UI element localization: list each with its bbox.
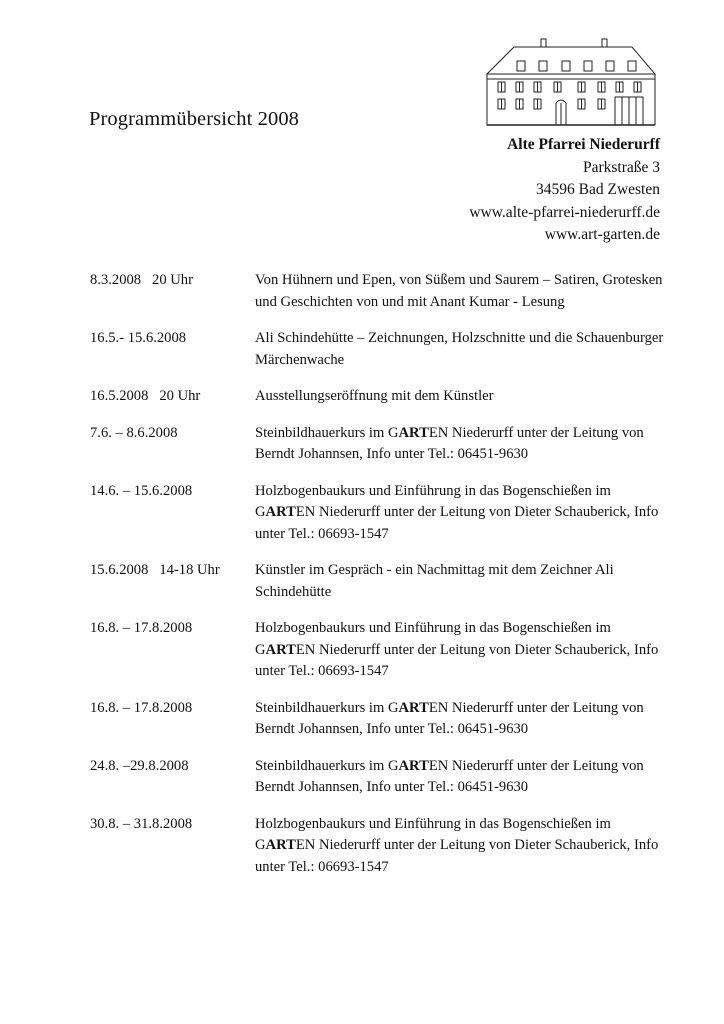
event-description bbox=[255, 481, 670, 546]
event-date: 24.8. –29.8.2008 bbox=[90, 757, 189, 774]
event-description bbox=[255, 756, 670, 799]
event-row bbox=[90, 386, 670, 408]
art-emphasis: ART bbox=[265, 641, 296, 658]
event-row bbox=[90, 618, 670, 683]
event-date: 16.5.- 15.6.2008 bbox=[90, 330, 187, 346]
organization-name: Alte Pfarrei Niederurff bbox=[507, 136, 660, 153]
description-text: Von Hühnern und Epen, von Süßem und Saurem – Satiren, Grotesken und Geschichten von und mit Anant Kumar - Lesung bbox=[255, 272, 663, 310]
art-emphasis: ART bbox=[265, 504, 296, 520]
event-date: 30.8. – 31.8.2008 bbox=[90, 815, 193, 832]
description-text: EN Niederurff unter der Leitung von Berndt Johannsen, Info unter Tel.: 06451-9630 bbox=[255, 699, 644, 737]
art-emphasis: ART bbox=[265, 837, 296, 853]
description-text: EN Niederurff unter der Leitung von Dieter Schauberick, Info unter Tel.: 06693-1547 bbox=[255, 837, 659, 875]
description-text: Steinbildhauerkurs im G bbox=[255, 699, 399, 716]
street-address: Parkstraße 3 bbox=[582, 158, 660, 176]
art-emphasis: ART bbox=[398, 424, 429, 441]
description-text: Ali Schindehütte – Zeichnungen, Holzschnitte und die Schauenburger Märchenwache bbox=[255, 330, 664, 368]
event-row bbox=[90, 814, 670, 879]
event-row bbox=[90, 328, 670, 371]
event-row bbox=[90, 756, 670, 799]
organization-address bbox=[469, 134, 660, 247]
city-address: 34596 Bad Zwesten bbox=[536, 181, 660, 198]
event-row bbox=[90, 560, 670, 603]
description-text: Holzbogenbaukurs und Einführung in das Bogenschießen im G bbox=[255, 815, 611, 853]
description-text: EN Niederurff unter der Leitung von Dieter Schauberick, Info unter Tel.: 06693-1547 bbox=[255, 504, 659, 542]
description-text: Ausstellungseröffnung mit dem Künstler bbox=[255, 388, 494, 404]
art-emphasis: ART bbox=[398, 757, 429, 774]
event-description bbox=[255, 698, 670, 741]
description-text: EN Niederurff unter der Leitung von Berndt Johannsen, Info unter Tel.: 06451-9630 bbox=[255, 757, 644, 795]
event-row bbox=[90, 481, 670, 546]
event-description bbox=[255, 618, 670, 683]
event-list bbox=[90, 270, 670, 878]
art-emphasis: ART bbox=[398, 699, 429, 716]
website-link-2[interactable]: www.art-garten.de bbox=[544, 226, 660, 243]
event-date: 8.3.2008 20 Uhr bbox=[90, 272, 193, 288]
event-description bbox=[255, 386, 670, 408]
event-row bbox=[90, 270, 670, 313]
house-illustration bbox=[484, 37, 658, 127]
event-row bbox=[90, 698, 670, 741]
description-text: Steinbildhauerkurs im G bbox=[255, 424, 399, 441]
event-date: 16.8. – 17.8.2008 bbox=[90, 699, 193, 716]
description-text: EN Niederurff unter der Leitung von Berndt Johannsen, Info unter Tel.: 06451-9630 bbox=[255, 424, 644, 462]
event-description bbox=[255, 423, 670, 466]
description-text: Holzbogenbaukurs und Einführung in das Bogenschießen im G bbox=[255, 620, 611, 658]
event-description bbox=[255, 560, 670, 603]
event-date: 16.8. – 17.8.2008 bbox=[90, 620, 193, 636]
event-date: 7.6. – 8.6.2008 bbox=[90, 424, 178, 441]
description-text: Holzbogenbaukurs und Einführung in das Bogenschießen im G bbox=[255, 482, 611, 520]
event-row bbox=[90, 423, 670, 466]
description-text: Künstler im Gespräch - ein Nachmittag mit dem Zeichner Ali Schindehütte bbox=[255, 562, 614, 600]
website-link-1[interactable]: www.alte-pfarrei-niederurff.de bbox=[469, 203, 660, 221]
description-text: Steinbildhauerkurs im G bbox=[255, 757, 399, 774]
event-description bbox=[255, 814, 670, 879]
event-date: 14.6. – 15.6.2008 bbox=[90, 482, 193, 499]
event-description bbox=[255, 270, 670, 313]
event-date: 16.5.2008 20 Uhr bbox=[90, 388, 201, 404]
page-title: Programmübersicht 2008 bbox=[89, 108, 300, 130]
event-date: 15.6.2008 14-18 Uhr bbox=[90, 562, 220, 578]
event-description bbox=[255, 328, 670, 371]
description-text: EN Niederurff unter der Leitung von Dieter Schauberick, Info unter Tel.: 06693-1547 bbox=[255, 641, 659, 679]
